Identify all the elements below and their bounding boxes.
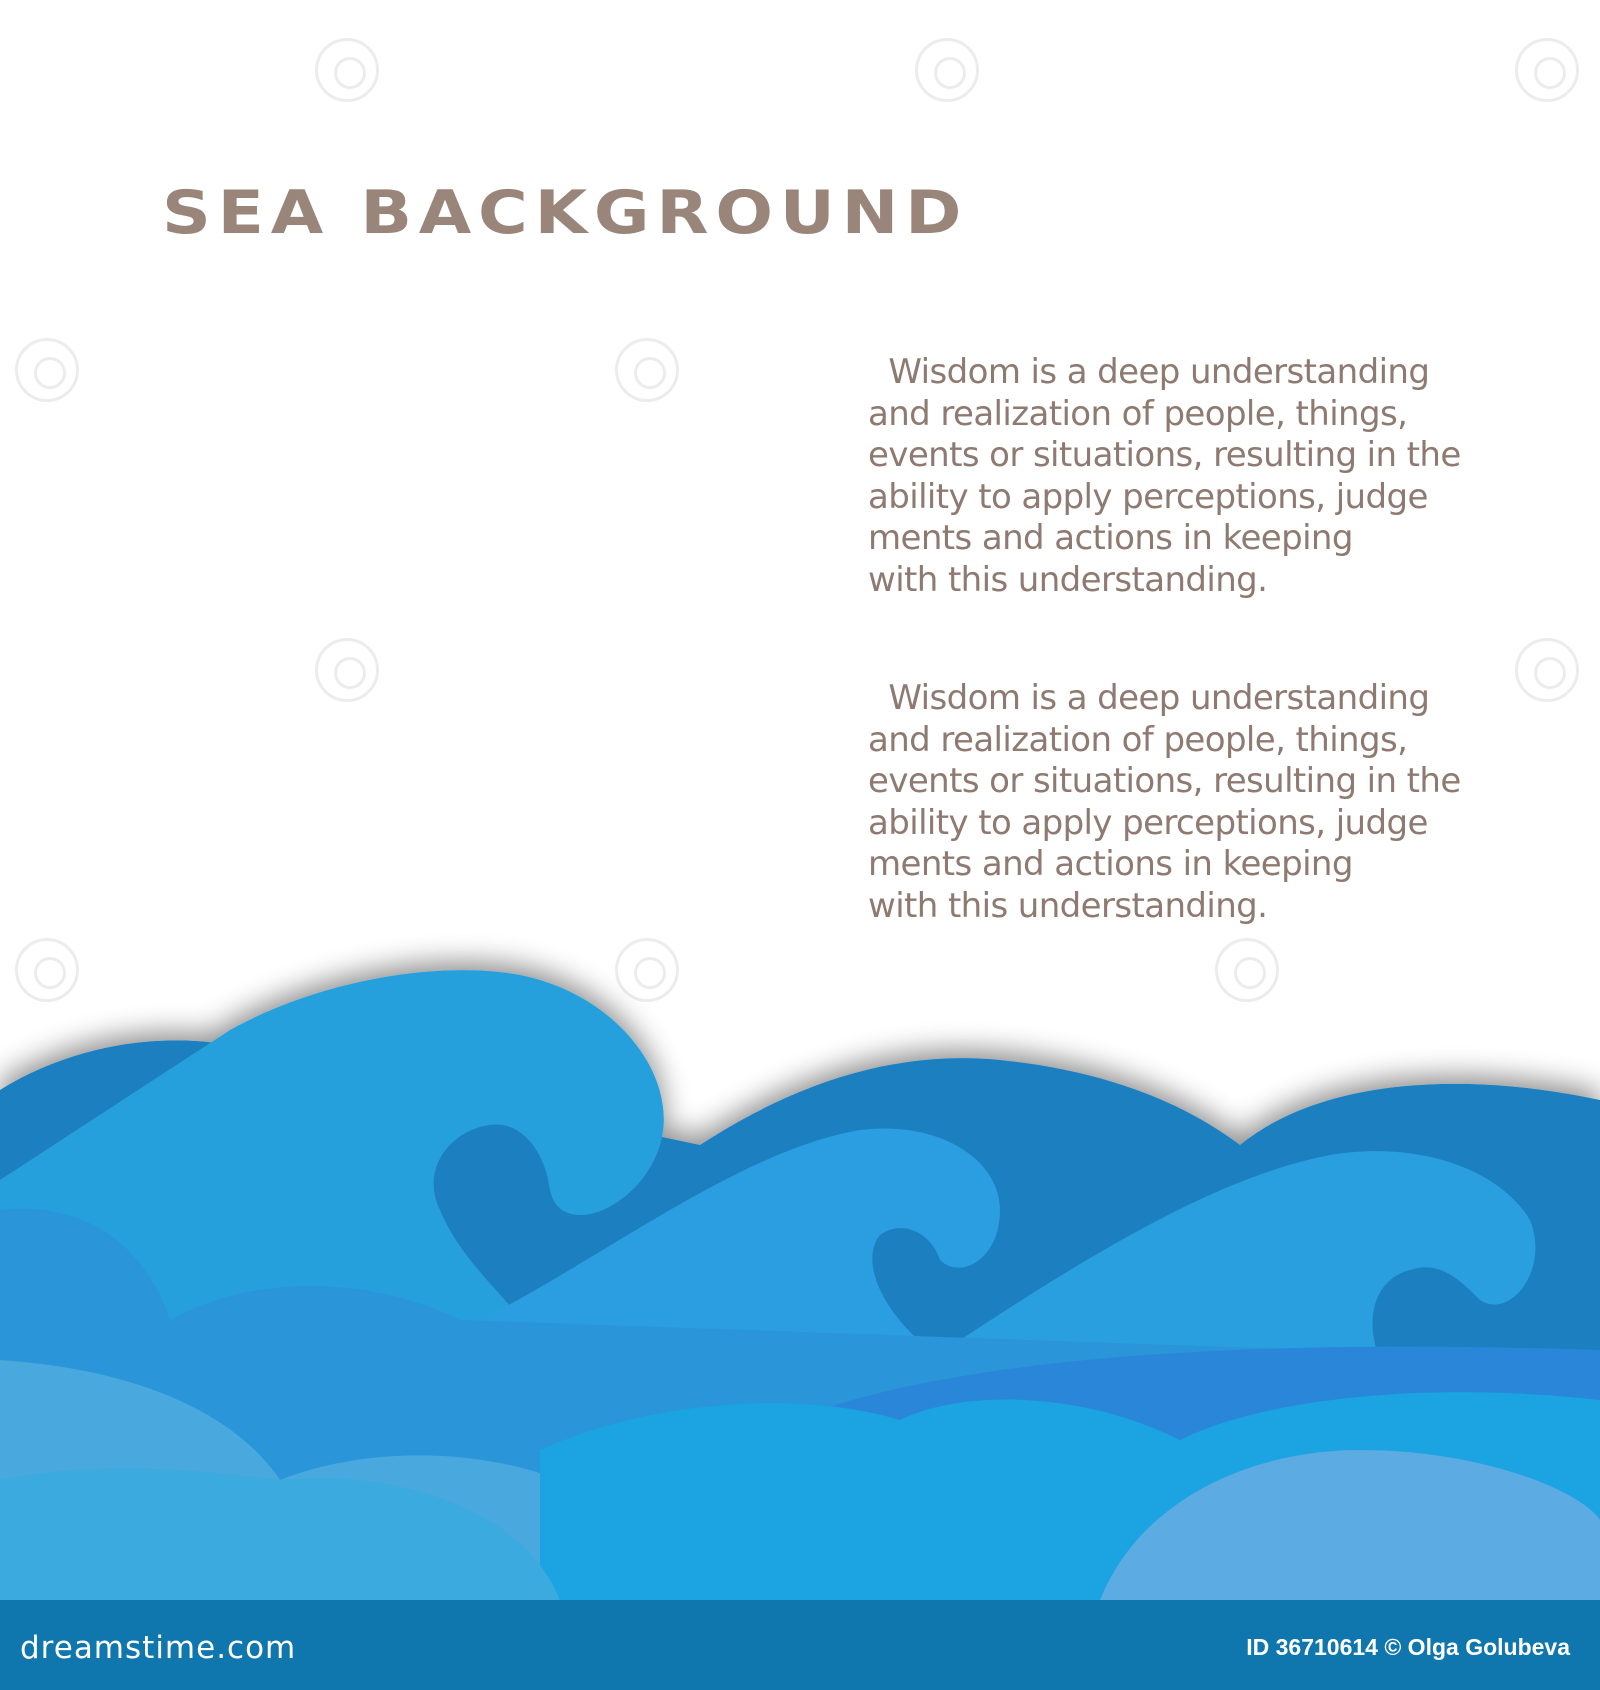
paragraph-line: Wisdom is a deep understanding <box>868 352 1430 392</box>
page-title: SEA BACKGROUND <box>162 178 969 248</box>
paragraph-line: with this understanding. <box>868 885 1268 926</box>
watermark-spiral-icon <box>615 338 679 402</box>
paragraph-line: and realization of people, things, <box>868 719 1408 760</box>
watermark-spiral-icon <box>15 338 79 402</box>
footer-bar <box>0 1600 1600 1690</box>
paragraph-line: ability to apply perceptions, judge <box>868 476 1428 517</box>
paragraph-line: events or situations, resulting in the <box>868 761 1461 801</box>
paragraph-line: ability to apply perceptions, judge <box>868 802 1428 843</box>
image-credit: ID 36710614 © Olga Golubeva <box>1246 1634 1570 1660</box>
paragraph-line: with this understanding. <box>868 559 1268 600</box>
paragraph-line: and realization of people, things, <box>868 393 1408 434</box>
watermark-spiral-icon <box>315 38 379 102</box>
watermark-spiral-icon <box>915 38 979 102</box>
watermark-spiral-icon <box>315 638 379 702</box>
watermark-spiral-icon <box>1515 638 1579 702</box>
paragraph-line: events or situations, resulting in the <box>868 435 1461 475</box>
sea-waves-illustration <box>0 880 1600 1600</box>
dreamstime-logo: dreamstime.com <box>20 1630 297 1666</box>
paragraph-line: ments and actions in keeping <box>868 844 1353 884</box>
watermark-spiral-icon <box>1515 38 1579 102</box>
paragraph-1 <box>868 352 1508 601</box>
paragraph-line: Wisdom is a deep understanding <box>868 678 1430 718</box>
paragraph-line: ments and actions in keeping <box>868 518 1353 558</box>
